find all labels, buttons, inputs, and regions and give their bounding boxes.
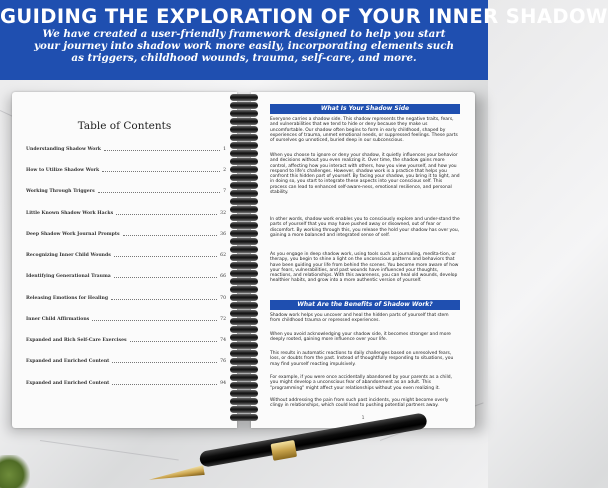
spiral-coil [226,392,262,397]
toc-item: Expanded and Rich Self-Care Exercises 74 [26,338,226,343]
toc-item: Little Known Shadow Work Hacks 32 [26,211,226,216]
spiral-coil [226,144,262,149]
toc-item: Deep Shadow Work Journal Prompts 36 [26,232,226,237]
header-banner [0,0,608,80]
spiral-coil [226,224,262,229]
spiral-coil [226,232,262,237]
spiral-coil [226,264,262,269]
spiral-coil [226,152,262,157]
right-page [251,92,475,428]
toc-item: Expanded and Enriched Content 94 [26,381,226,386]
spiral-coil [226,376,262,381]
spiral-coil [226,160,262,165]
spiral-coil [226,360,262,365]
spiral-coil [226,320,262,325]
spiral-binding [226,96,262,426]
spiral-coil [226,208,262,213]
paragraph: This results in automatic reactions to daily challenges based on unresolved fears, loss, or doubts from the past. Instead of thoughtfully responding to situations, you may find yourself reacting impulsively. [270,351,454,367]
toc-item: Identifying Generational Trauma 66 [26,274,226,279]
paragraph: As you engage in deep shadow work, using tools such as journaling, medita-tion, or therapy, you begin to shine a light on the unconscious patterns and behaviors that have been guiding your life from behind the scenes. You become more aware of how your fears, vulnerabilities, and past wounds have influenced your thoughts, reactions, and relationships. With this awareness, you can heal old wounds, develop healthier habits, and grow into a more authentic version of yourself. [270,252,459,284]
fountain-pen-nib [148,465,205,485]
spiral-coil [226,256,262,261]
banner-subtitle: We have created a user-friendly framework designed to help you start your journey into shadow work more easily, incorporating elements such as triggers, childhood wounds, trauma, self-care, and more. [34,28,454,64]
spiral-coil [226,96,262,101]
spiral-coil [226,336,262,341]
left-page [12,92,237,428]
toc-item: How to Utilize Shadow Work 2 [26,168,226,173]
toc-item: Inner Child Affirmations 72 [26,317,226,322]
spiral-coil [226,288,262,293]
spiral-coil [226,184,262,189]
section-heading: What Is Your Shadow Side [270,104,460,114]
spiral-coil [226,216,262,221]
toc-item: Expanded and Enriched Content 76 [26,359,226,364]
marble-vein [40,440,179,460]
spiral-coil [226,192,262,197]
fountain-pen-band [271,440,298,461]
paragraph: For example, if you were once accidentally abandoned by your parents as a child, you might develop a unconscious fear of abandonment as an adult. This "programming" might affect your relationships without you even realizing it. [270,375,452,391]
spiral-coil [226,368,262,373]
spiral-coil [226,296,262,301]
spiral-coil [226,328,262,333]
spiral-coil [226,112,262,117]
spiral-coil [226,312,262,317]
spiral-coil [226,304,262,309]
toc-item: Releasing Emotions for Healing 70 [26,296,226,301]
spiral-coil [226,136,262,141]
paragraph: When you choose to ignore or deny your shadow, it quietly influences your behavior and decisions without you even realizing it. Over time, the shadow gains more control, affecting how you interact with others, how you view yourself, and how you respond to life's challenges. However, shadow work is a practice that helps you confront this hidden part of yourself. By facing your shadow, you bring it to light, and in doing so, you start to integrate these aspects into your conscious self. This process can lead to enhanced self-aware-ness, emotional resilience, and personal stability. [270,153,460,196]
spiral-coil [226,416,262,421]
paragraph: When you avoid acknowledging your shadow side, it becomes stronger and more deeply rooted, gaining more influence over your life. [270,332,451,343]
spiral-coil [226,168,262,173]
spiral-coil [226,248,262,253]
toc-item: Understanding Shadow Work 1 [26,147,226,152]
paragraph: Without addressing the pain from such past incidents, you might become overly clingy in relationships, which could lead to pushing potential partners away. [270,398,449,409]
spiral-coil [226,176,262,181]
spiral-coil [226,120,262,125]
spiral-coil [226,352,262,357]
toc-item: Recognizing Inner Child Wounds 62 [26,253,226,258]
page-number: 1 [361,416,365,421]
spiral-coil [226,384,262,389]
spiral-coil [226,128,262,133]
spiral-coil [226,104,262,109]
toc-title: Table of Contents [77,120,172,132]
spiral-coil [226,272,262,277]
paragraph: Everyone carries a shadow side. This shadow represents the negative traits, fears, and vulnerabilities that we tend to hide or deny because they make us uncomfortable. Our shadow often begins to form in early childhood, shaped by experiences of trauma, unmet emotional needs, or suppressed feelings. These parts of ourselves go unnoticed, buried deep in our subconscious. [270,117,458,144]
paragraph: In other words, shadow work enables you to consciously explore and under-stand the parts of yourself that you may have pushed away or disowned, out of fear or discomfort. By working through this, you release the hold your shadow has over you, gaining a more balanced and integrated sense of self. [270,217,460,238]
section-heading: What Are the Benefits of Shadow Work? [270,300,460,310]
plant-leaves [0,455,30,488]
spiral-coil [226,240,262,245]
spiral-coil [226,408,262,413]
spiral-coil [226,400,262,405]
spiral-coil [226,200,262,205]
banner-title: GUIDING THE EXPLORATION OF YOUR INNER SHADOW [0,5,608,28]
paragraph: Shadow work helps you uncover and heal the hidden parts of yourself that stem from childhood trauma or repressed experiences. [270,313,449,324]
spiral-coil [226,280,262,285]
spiral-coil [226,344,262,349]
toc-item: Working Through Triggers 7 [26,189,226,194]
